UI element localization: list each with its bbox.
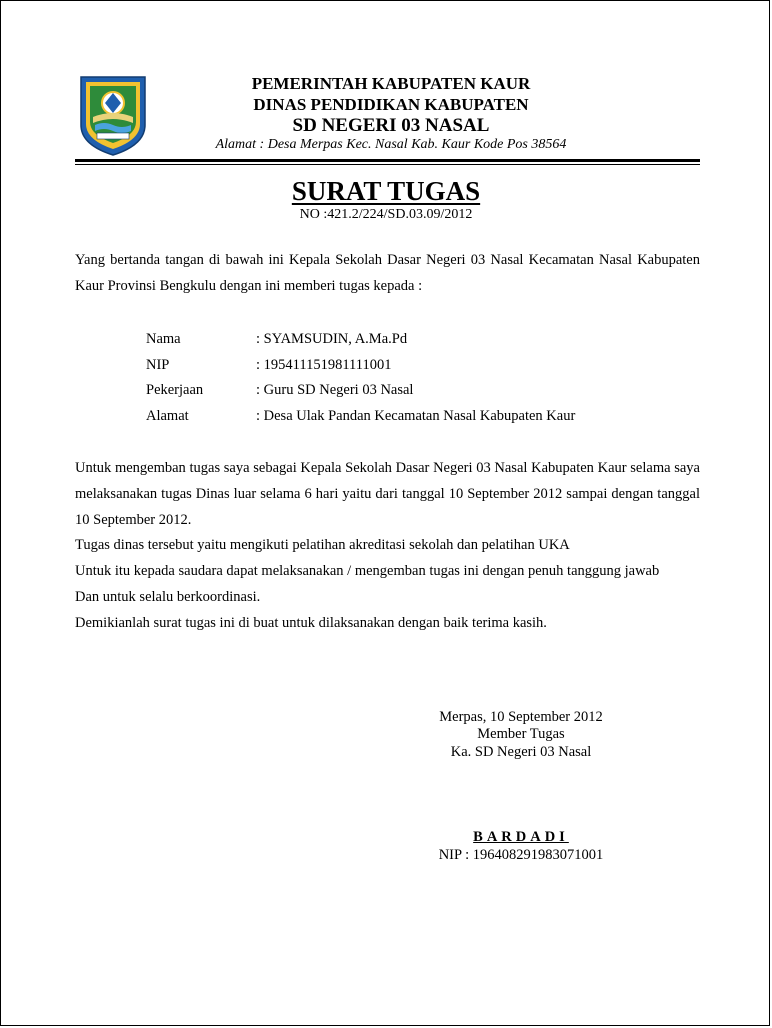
field-value: : SYAMSUDIN, A.Ma.Pd (256, 331, 408, 347)
field-row-pekerjaan (146, 378, 575, 404)
field-value: : 195411151981111001 (256, 356, 392, 373)
field-row-nip (146, 353, 575, 379)
header-rule-thin (75, 164, 700, 165)
field-label: Nama (146, 331, 181, 347)
signature-position: Ka. SD Negeri 03 Nasal (450, 744, 592, 760)
field-row-nama (146, 327, 575, 353)
intro-paragraph: Yang bertanda tangan di bawah ini Kepala Sekolah Dasar Negeri 03 Nasal Kecamatan Nasal Kabupaten Kaur Provinsi Bengkulu dengan ini memberi tugas kepada : (75, 252, 700, 294)
assignee-fields (146, 327, 575, 429)
signature-name (421, 829, 621, 846)
body-line-training: Tugas dinas tersebut yaitu mengikuti pelatihan akreditasi sekolah dan pelatihan UKA (75, 537, 570, 553)
field-label: Pekerjaan (146, 382, 204, 398)
signature-nip: NIP : 196408291983071001 (438, 847, 604, 863)
field-value: : Guru SD Negeri 03 Nasal (256, 382, 414, 398)
header-department: DINAS PENDIDIKAN KABUPATEN (253, 95, 529, 114)
field-label: Alamat (146, 407, 189, 424)
header-school: SD NEGERI 03 NASAL (292, 115, 490, 136)
header-rule-thick (75, 159, 700, 162)
field-value: : Desa Ulak Pandan Kecamatan Nasal Kabupaten Kaur (256, 407, 576, 424)
header-government: PEMERINTAH KABUPATEN KAUR (251, 74, 531, 93)
kabupaten-kaur-emblem-icon (77, 73, 149, 157)
signature-name-text: BARDADI (473, 829, 569, 845)
body-line-coordination: Dan untuk selalu berkoordinasi. (75, 589, 261, 605)
signature-place-date: Merpas, 10 September 2012 (439, 709, 603, 725)
letter-number: NO :421.2/224/SD.03.09/2012 (299, 207, 473, 222)
signature-role: Member Tugas (477, 726, 565, 742)
header-address: Alamat : Desa Merpas Kec. Nasal Kab. Kaur Kode Pos 38564 (215, 137, 567, 152)
letter-title (1, 176, 771, 207)
field-row-alamat (146, 404, 575, 430)
body-line-closing: Demikianlah surat tugas ini di buat untuk dilaksanakan dengan baik terima kasih. (75, 615, 547, 631)
field-label: NIP (146, 356, 170, 373)
body-paragraph: Untuk mengemban tugas saya sebagai Kepala Sekolah Dasar Negeri 03 Nasal Kabupaten Kaur selama saya melaksanakan tugas Dinas luar selama 6 hari yaitu dari tanggal 10 September 2012 sampai dengan tanggal 10 September 2012. (75, 460, 700, 528)
body-line-responsibility: Untuk itu kepada saudara dapat melaksanakan / mengemban tugas ini dengan penuh tanggung jawab (75, 563, 660, 579)
letter-title-text: SURAT TUGAS (291, 176, 481, 206)
